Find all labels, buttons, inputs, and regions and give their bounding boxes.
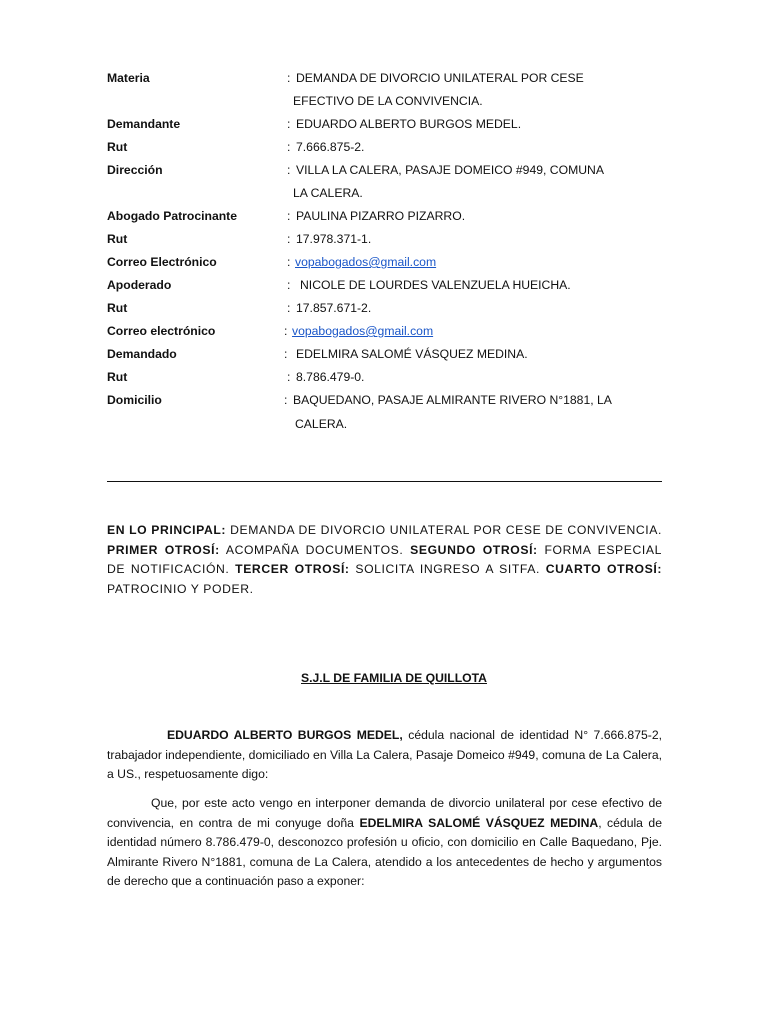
email-link[interactable]: vopabogados@gmail.com: [295, 255, 437, 269]
header-value: EDELMIRA SALOMÉ VÁSQUEZ MEDINA.: [296, 347, 528, 361]
cuarto-otrosi-heading: CUARTO OTROSÍ:: [545, 562, 662, 576]
header-row-correo-apoderado: [107, 321, 667, 341]
header-label: Demandante: [107, 117, 181, 131]
header-colon: :: [287, 71, 291, 85]
header-label: Correo electrónico: [107, 324, 216, 338]
header-colon: :: [287, 370, 291, 384]
header-row-materia-cont: [107, 91, 667, 111]
email-link[interactable]: vopabogados@gmail.com: [292, 324, 434, 338]
section-divider: [107, 481, 662, 482]
tercer-otrosi-heading: TERCER OTROSÍ:: [235, 562, 350, 576]
header-value: DEMANDA DE DIVORCIO UNILATERAL POR CESE: [296, 71, 584, 85]
header-value: CALERA.: [295, 417, 348, 431]
header-row-demandado: [107, 344, 667, 364]
header-label: Rut: [107, 301, 128, 315]
header-row-domicilio: [107, 390, 667, 410]
header-label: Correo Electrónico: [107, 255, 217, 269]
header-row-rut-abogado: [107, 229, 667, 249]
header-value: 17.978.371-1.: [296, 232, 372, 246]
header-value: PAULINA PIZARRO PIZARRO.: [296, 209, 466, 223]
header-value: BAQUEDANO, PASAJE ALMIRANTE RIVERO N°1881, LA: [293, 393, 612, 407]
tercer-otrosi-text: SOLICITA INGRESO A SITFA.: [349, 562, 546, 576]
header-colon: :: [287, 232, 291, 246]
header-row-abogado: [107, 206, 667, 226]
header-colon: :: [287, 278, 291, 292]
court-title: S.J.L DE FAMILIA DE QUILLOTA: [301, 671, 487, 685]
cuarto-otrosi-text: PATROCINIO Y PODER.: [107, 581, 254, 596]
header-row-direccion: [107, 160, 667, 180]
header-row-demandante: [107, 114, 667, 134]
plaintiff-name: EDUARDO ALBERTO BURGOS MEDEL,: [167, 728, 403, 742]
paragraph-text: Que, por este acto vengo en interponer demanda de divorcio unilateral por cese efectivo de convivencia, en contra de mi conyuge doña: [107, 796, 662, 830]
defendant-name: EDELMIRA SALOMÉ VÁSQUEZ MEDINA: [359, 815, 599, 830]
header-label: Demandado: [107, 347, 177, 361]
header-label: Materia: [107, 71, 150, 85]
header-colon: :: [287, 209, 291, 223]
header-value: 17.857.671-2.: [296, 301, 372, 315]
header-row-direccion-cont: [107, 183, 667, 203]
body-paragraph-1: [107, 726, 662, 785]
header-row-rut-apoderado: [107, 298, 667, 318]
header-label: Domicilio: [107, 393, 162, 407]
header-colon: :: [287, 163, 291, 177]
header-label: Rut: [107, 370, 128, 384]
header-label: Rut: [107, 140, 128, 154]
header-value: LA CALERA.: [293, 186, 363, 200]
header-row-rut-demandado: [107, 367, 667, 387]
header-colon: :: [287, 255, 291, 269]
header-row-rut-demandante: [107, 137, 667, 157]
header-label: Abogado Patrocinante: [107, 209, 238, 223]
header-row-domicilio-cont: [107, 414, 667, 434]
header-label: Apoderado: [107, 278, 172, 292]
header-colon: :: [287, 140, 291, 154]
body-paragraph-2: [107, 794, 662, 892]
header-value: 8.786.479-0.: [296, 370, 365, 384]
header-colon: :: [287, 301, 291, 315]
primer-otrosi-heading: PRIMER OTROSÍ:: [107, 542, 220, 557]
header-label: Rut: [107, 232, 128, 246]
paragraph-text: cédula nacional de identidad N° 7.666.875-2, trabajador independiente, domiciliado en Villa La Calera, Pasaje Domeico #949, comuna de La Calera, a US., respetuosamente digo:: [107, 728, 662, 781]
header-row-apoderado: [107, 275, 667, 295]
header-value: EFECTIVO DE LA CONVIVENCIA.: [293, 94, 483, 108]
header-value: NICOLE DE LOURDES VALENZUELA HUEICHA.: [300, 278, 571, 292]
header-label: Dirección: [107, 163, 163, 177]
header-colon: :: [284, 347, 288, 361]
header-colon: :: [284, 393, 288, 407]
header-value: VILLA LA CALERA, PASAJE DOMEICO #949, COMUNA: [296, 163, 604, 177]
header-value: 7.666.875-2.: [296, 140, 365, 154]
principal-text: DEMANDA DE DIVORCIO UNILATERAL POR CESE DE CONVIVENCIA.: [226, 523, 662, 537]
header-value: EDUARDO ALBERTO BURGOS MEDEL.: [296, 117, 522, 131]
paragraph-text: , cédula de identidad número 8.786.479-0, desconozco profesión u oficio, con domicilio en Calle Baquedano, Pje. Almirante Rivero N°1881, comuna de La Calera, atendido a los antecedentes de hecho y argumentos de derecho que a continuación paso a exponer:: [107, 815, 662, 888]
header-row-materia: [107, 68, 667, 88]
primer-otrosi-text: ACOMPAÑA DOCUMENTOS.: [219, 542, 411, 557]
principal-heading: EN LO PRINCIPAL:: [107, 523, 227, 537]
header-colon: :: [284, 324, 288, 338]
principal-summary: [107, 521, 662, 599]
header-row-correo-abogado: [107, 252, 667, 272]
segundo-otrosi-heading: SEGUNDO OTROSÍ:: [410, 542, 538, 557]
header-colon: :: [287, 117, 291, 131]
segundo-otrosi-text: FORMA ESPECIAL DE NOTIFICACIÓN.: [107, 542, 662, 576]
